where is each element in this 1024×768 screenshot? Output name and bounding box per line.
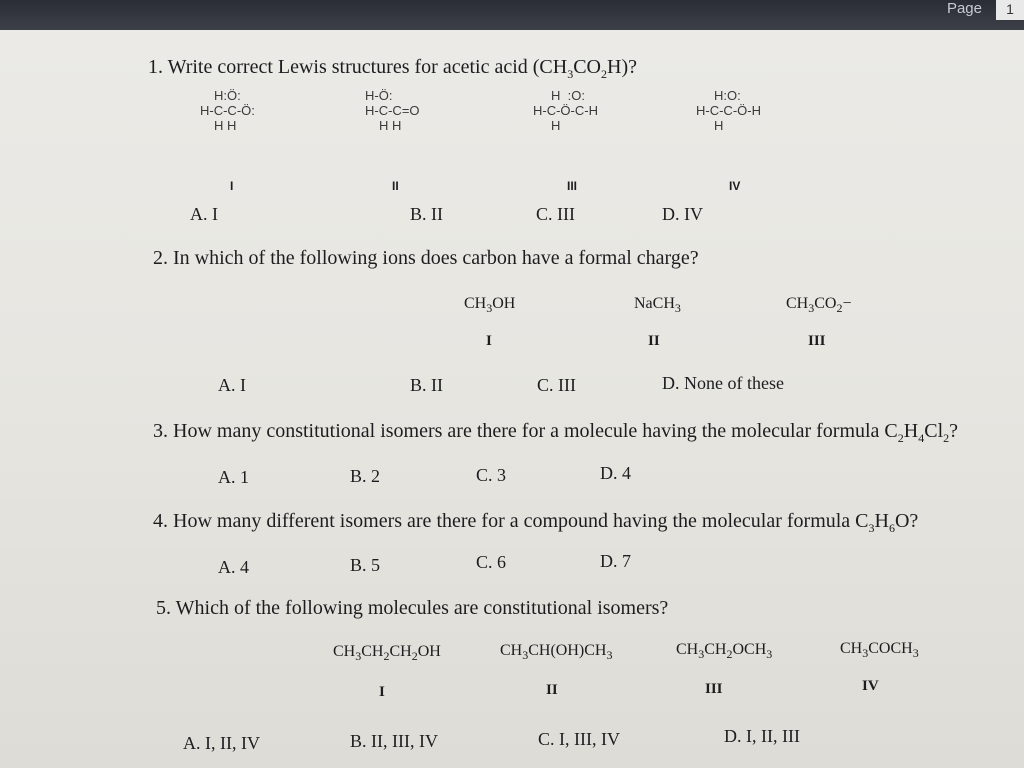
page-label: Page: [946, 0, 982, 17]
q5-formula-1: $CH_3CH_2CH_2OH$: [333, 643, 441, 664]
lewis-structure-4: H:O: H-C-C-Ö-H H: [696, 88, 761, 133]
q4-choice-a: A. 4: [218, 557, 249, 577]
q4-choice-b: B. 5: [350, 555, 381, 575]
q2-label-3: III: [808, 333, 826, 349]
q5-choice-c: C. I, III, IV: [538, 729, 620, 749]
q1-choice-c: C. III: [536, 204, 575, 224]
q2-formula-2: NaCH$_3$: [634, 295, 681, 316]
question-3: 3. How many constitutional isomers are there for a molecule having the molecular formula $C_2H_4Cl_2$?: [153, 420, 959, 445]
q1-choice-b: B. II: [410, 204, 443, 224]
q5-choice-a: A. I, II, IV: [183, 733, 260, 753]
lewis-structure-3: H :O: H-C-Ö-C-H H: [533, 88, 598, 133]
question-2: 2. In which of the following ions does carbon have a formal charge?: [153, 247, 699, 269]
q3-choice-a: A. 1: [218, 467, 249, 487]
q5-choice-b: B. II, III, IV: [350, 731, 438, 751]
q5-label-4: IV: [862, 678, 879, 694]
q5-label-3: III: [705, 681, 723, 697]
q4-choice-c: C. 6: [476, 552, 507, 572]
q2-label-2: II: [648, 333, 660, 349]
q5-formula-3: $CH_3CH_2OCH_3$: [676, 641, 773, 662]
q2-choice-b: B. II: [410, 375, 443, 395]
q3-choice-b: B. 2: [350, 466, 381, 486]
q2-label-1: I: [486, 333, 492, 349]
q1-choice-a: A. I: [190, 204, 218, 224]
structure-label-1: I: [230, 179, 234, 193]
q5-formula-4: $CH_3COCH_3$: [840, 640, 919, 661]
page-number-field[interactable]: 1: [996, 0, 1024, 20]
question-5: 5. Which of the following molecules are constitutional isomers?: [156, 597, 669, 619]
q5-formula-2: $CH_3CH(OH)CH_3$: [500, 642, 613, 663]
structure-label-4: IV: [729, 179, 741, 193]
question-1: 1. Write correct Lewis structures for acetic acid $(CH_3CO_2H)$?: [148, 56, 637, 81]
lewis-structure-1: H:Ö: H-C-C-Ö: H H: [200, 88, 255, 133]
structure-label-3: III: [567, 179, 578, 193]
q5-label-1: I: [379, 684, 385, 700]
q2-formula-3: $CH_3CO_2-$: [786, 295, 852, 316]
q3-choice-c: C. 3: [476, 465, 507, 485]
q3-choice-d: D. 4: [600, 463, 631, 483]
structure-label-2: II: [392, 179, 399, 193]
question-4: 4. How many different isomers are there for a compound having the molecular formula $C_3H_6O$?: [153, 510, 919, 535]
q1-choice-d: D. IV: [662, 204, 703, 224]
lewis-structure-2: H-Ö: H-C-C=O H H: [365, 88, 420, 133]
document-page: [0, 30, 1024, 768]
viewer-toolbar: [0, 0, 1024, 30]
q5-label-2: II: [546, 682, 558, 698]
q4-choice-d: D. 7: [600, 551, 631, 571]
q2-choice-d: D. None of these: [662, 373, 784, 393]
q2-choice-c: C. III: [537, 375, 576, 395]
q2-choice-a: A. I: [218, 375, 246, 395]
q2-formula-1: $CH_3OH$: [464, 295, 516, 316]
q5-choice-d: D. I, II, III: [724, 726, 800, 746]
